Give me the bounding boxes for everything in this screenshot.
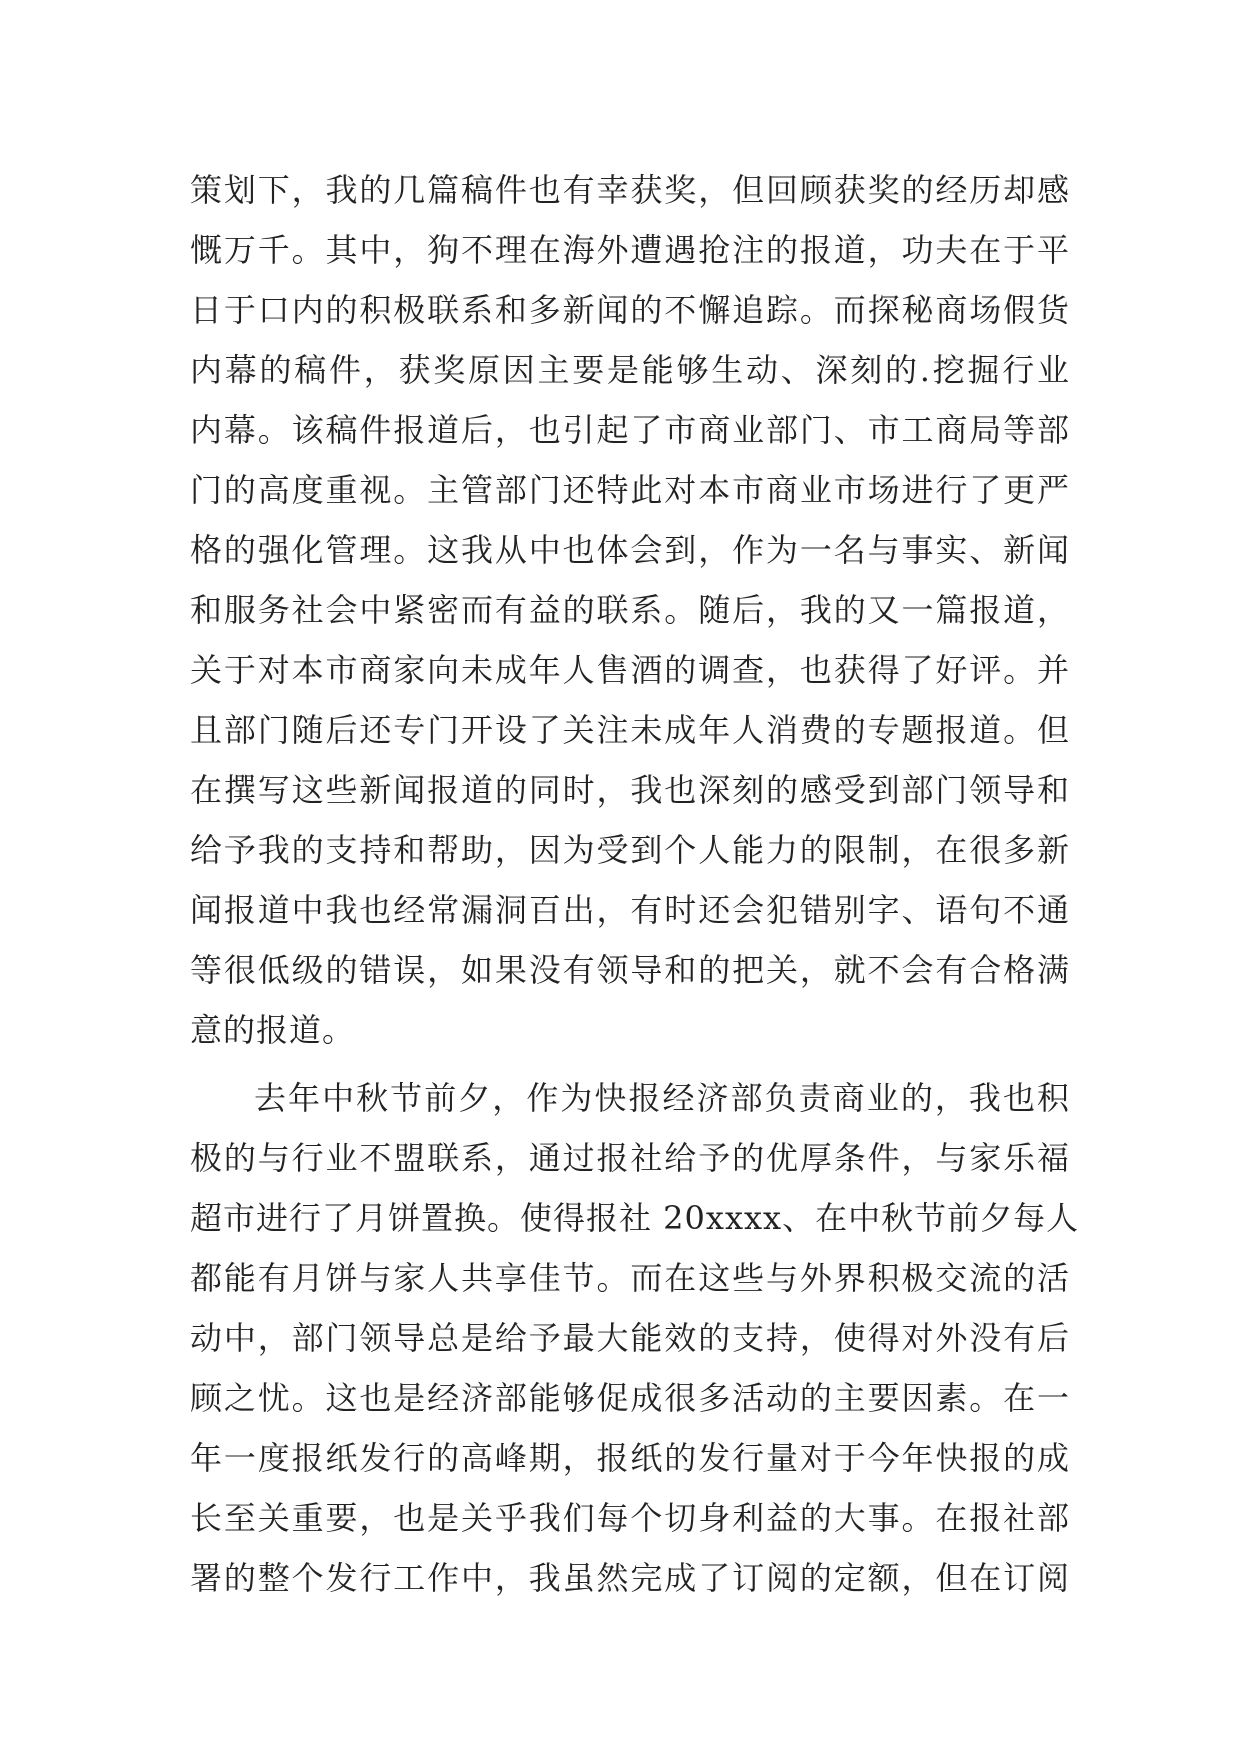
text-line: 去年中秋节前夕，作为快报经济部负责商业的，我也积	[254, 1079, 1070, 1117]
text-line: 年一度报纸发行的高峰期，报纸的发行量对于今年快报的成	[190, 1439, 1070, 1477]
text-line: 给予我的支持和帮助，因为受到个人能力的限制，在很多新	[190, 831, 1070, 869]
text-line: 和服务社会中紧密而有益的联系。随后，我的又一篇报道，	[190, 591, 1070, 629]
text-line: 内幕的稿件，获奖原因主要是能够生动、深刻的.挖掘行业	[190, 351, 1070, 389]
text-line: 策划下，我的几篇稿件也有幸获奖，但回顾获奖的经历却感	[190, 171, 1070, 209]
text-line: 慨万千。其中，狗不理在海外遭遇抢注的报道，功夫在于平	[190, 231, 1070, 269]
text-line: 格的强化管理。这我从中也体会到，作为一名与事实、新闻	[190, 531, 1070, 569]
text-line: 关于对本市商家向未成年人售酒的调查，也获得了好评。并	[190, 651, 1070, 689]
paragraph-2	[190, 1068, 1080, 1608]
text-line: 顾之忧。这也是经济部能够促成很多活动的主要因素。在一	[190, 1379, 1070, 1417]
text-line: 闻报道中我也经常漏洞百出，有时还会犯错别字、语句不通	[190, 891, 1070, 929]
text-line: 都能有月饼与家人共享佳节。而在这些与外界积极交流的活	[190, 1259, 1070, 1297]
text-line: 长至关重要，也是关乎我们每个切身利益的大事。在报社部	[190, 1499, 1070, 1537]
text-line: 等很低级的错误，如果没有领导和的把关，就不会有合格满	[190, 951, 1070, 989]
text-line: 署的整个发行工作中，我虽然完成了订阅的定额，但在订阅	[190, 1559, 1070, 1597]
text-line: 意的报道。	[190, 1011, 356, 1049]
text-line: 日于口内的积极联系和多新闻的不懈追踪。而探秘商场假货	[190, 291, 1070, 329]
paragraph-gap	[190, 1060, 1070, 1068]
text-line: 门的高度重视。主管部门还特此对本市商业市场进行了更严	[190, 471, 1070, 509]
text-line: 极的与行业不盟联系，通过报社给予的优厚条件，与家乐福	[190, 1139, 1070, 1177]
text-line: 超市进行了月饼置换。使得报社 20xxxx、在中秋节前夕每人	[190, 1199, 1080, 1237]
text-line: 内幕。该稿件报道后，也引起了市商业部门、市工商局等部	[190, 411, 1070, 449]
text-line: 在撰写这些新闻报道的同时，我也深刻的感受到部门领导和	[190, 771, 1070, 809]
body-text	[190, 160, 1080, 1608]
text-line: 且部门随后还专门开设了关注未成年人消费的专题报道。但	[190, 711, 1070, 749]
text-line: 动中，部门领导总是给予最大能效的支持，使得对外没有后	[190, 1319, 1070, 1357]
paragraph-1	[190, 160, 1070, 1060]
